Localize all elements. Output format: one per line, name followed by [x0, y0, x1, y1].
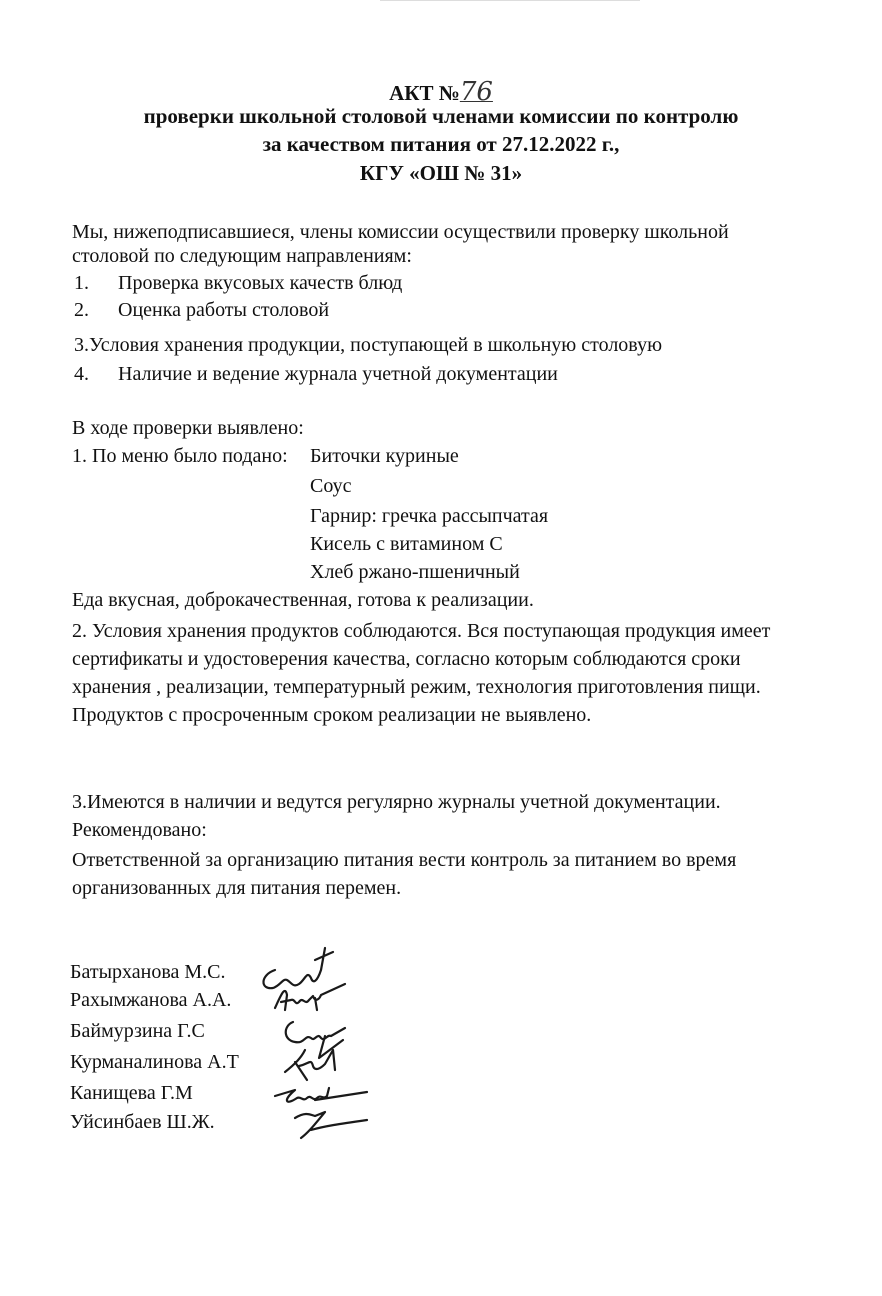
act-number-handwritten: 76: [459, 77, 493, 107]
intro-line-2: столовой по следующим направлениям:: [72, 245, 412, 267]
item-number: 1.: [74, 272, 89, 294]
recommended-heading: Рекомендовано:: [72, 819, 207, 841]
item-text: Наличие и ведение журнала учетной документации: [118, 363, 558, 385]
storage-line: хранения , реализации, температурный режим, технология приготовления пищи.: [72, 676, 761, 698]
direction-item: [74, 271, 403, 295]
menu-item: Хлеб ржано-пшеничный: [310, 561, 520, 583]
signature-4: [285, 1050, 335, 1080]
signature-6: [295, 1112, 367, 1138]
signature-1: [263, 948, 333, 988]
scan-edge: [380, 0, 640, 1]
menu-item: Кисель с витамином С: [310, 533, 503, 555]
menu-item: Гарнир: гречка рассыпчатая: [310, 505, 549, 527]
journals-finding: 3.Имеются в наличии и ведутся регулярно журналы учетной документации.: [72, 791, 721, 813]
storage-line: 2. Условия хранения продуктов соблюдаются. Вся поступающая продукция имеет: [72, 620, 771, 642]
organization-name: КГУ «ОШ № 31»: [359, 161, 523, 185]
signature-2: [275, 984, 345, 1010]
signature-5: [275, 1088, 367, 1102]
signatures: [255, 940, 375, 1140]
direction-item: [74, 362, 558, 386]
item-text: Проверка вкусовых качеств блюд: [118, 272, 403, 294]
act-subtitle-2: за качеством питания от 27.12.2022 г.,: [262, 132, 620, 156]
signatory-name: Уйсинбаев Ш.Ж.: [70, 1111, 215, 1133]
direction-item: [74, 333, 662, 357]
signatory-name: Курманалинова А.Т: [70, 1051, 239, 1073]
item-number: 2.: [74, 299, 89, 321]
act-prefix: АКТ №: [389, 81, 460, 105]
item-number: 4.: [74, 363, 89, 385]
menu-item: Соус: [310, 475, 352, 497]
signatory-name: Рахымжанова А.А.: [70, 989, 232, 1011]
item-text: Условия хранения продукции, поступающей в школьную столовую: [89, 334, 663, 356]
act-subtitle-1: проверки школьной столовой членами комиссии по контролю: [143, 104, 739, 128]
item-text: Оценка работы столовой: [118, 299, 330, 321]
storage-line: сертификаты и удостоверения качества, согласно которым соблюдаются сроки: [72, 648, 741, 670]
recommendation-line: Ответственной за организацию питания вести контроль за питанием во время: [72, 849, 737, 871]
storage-line: Продуктов с просроченным сроком реализации не выявлено.: [72, 704, 592, 726]
signatory-name: Батырханова М.С.: [70, 961, 226, 983]
signature-3: [286, 1022, 345, 1058]
item-number: 3.: [74, 334, 89, 356]
signatory-name: Канищева Г.М: [70, 1082, 193, 1104]
food-quality: Еда вкусная, доброкачественная, готова к реализации.: [72, 589, 534, 611]
menu-lead: 1. По меню было подано:: [72, 445, 288, 467]
findings-heading: В ходе проверки выявлено:: [72, 417, 304, 439]
act-title: [0, 77, 882, 107]
direction-item: [74, 298, 330, 322]
signatory-name: Баймурзина Г.С: [70, 1020, 205, 1042]
recommendation-line: организованных для питания перемен.: [72, 877, 402, 899]
menu-item: Биточки куриные: [310, 445, 459, 467]
intro-line-1: Мы, нижеподписавшиеся, члены комиссии осуществили проверку школьной: [72, 221, 729, 243]
